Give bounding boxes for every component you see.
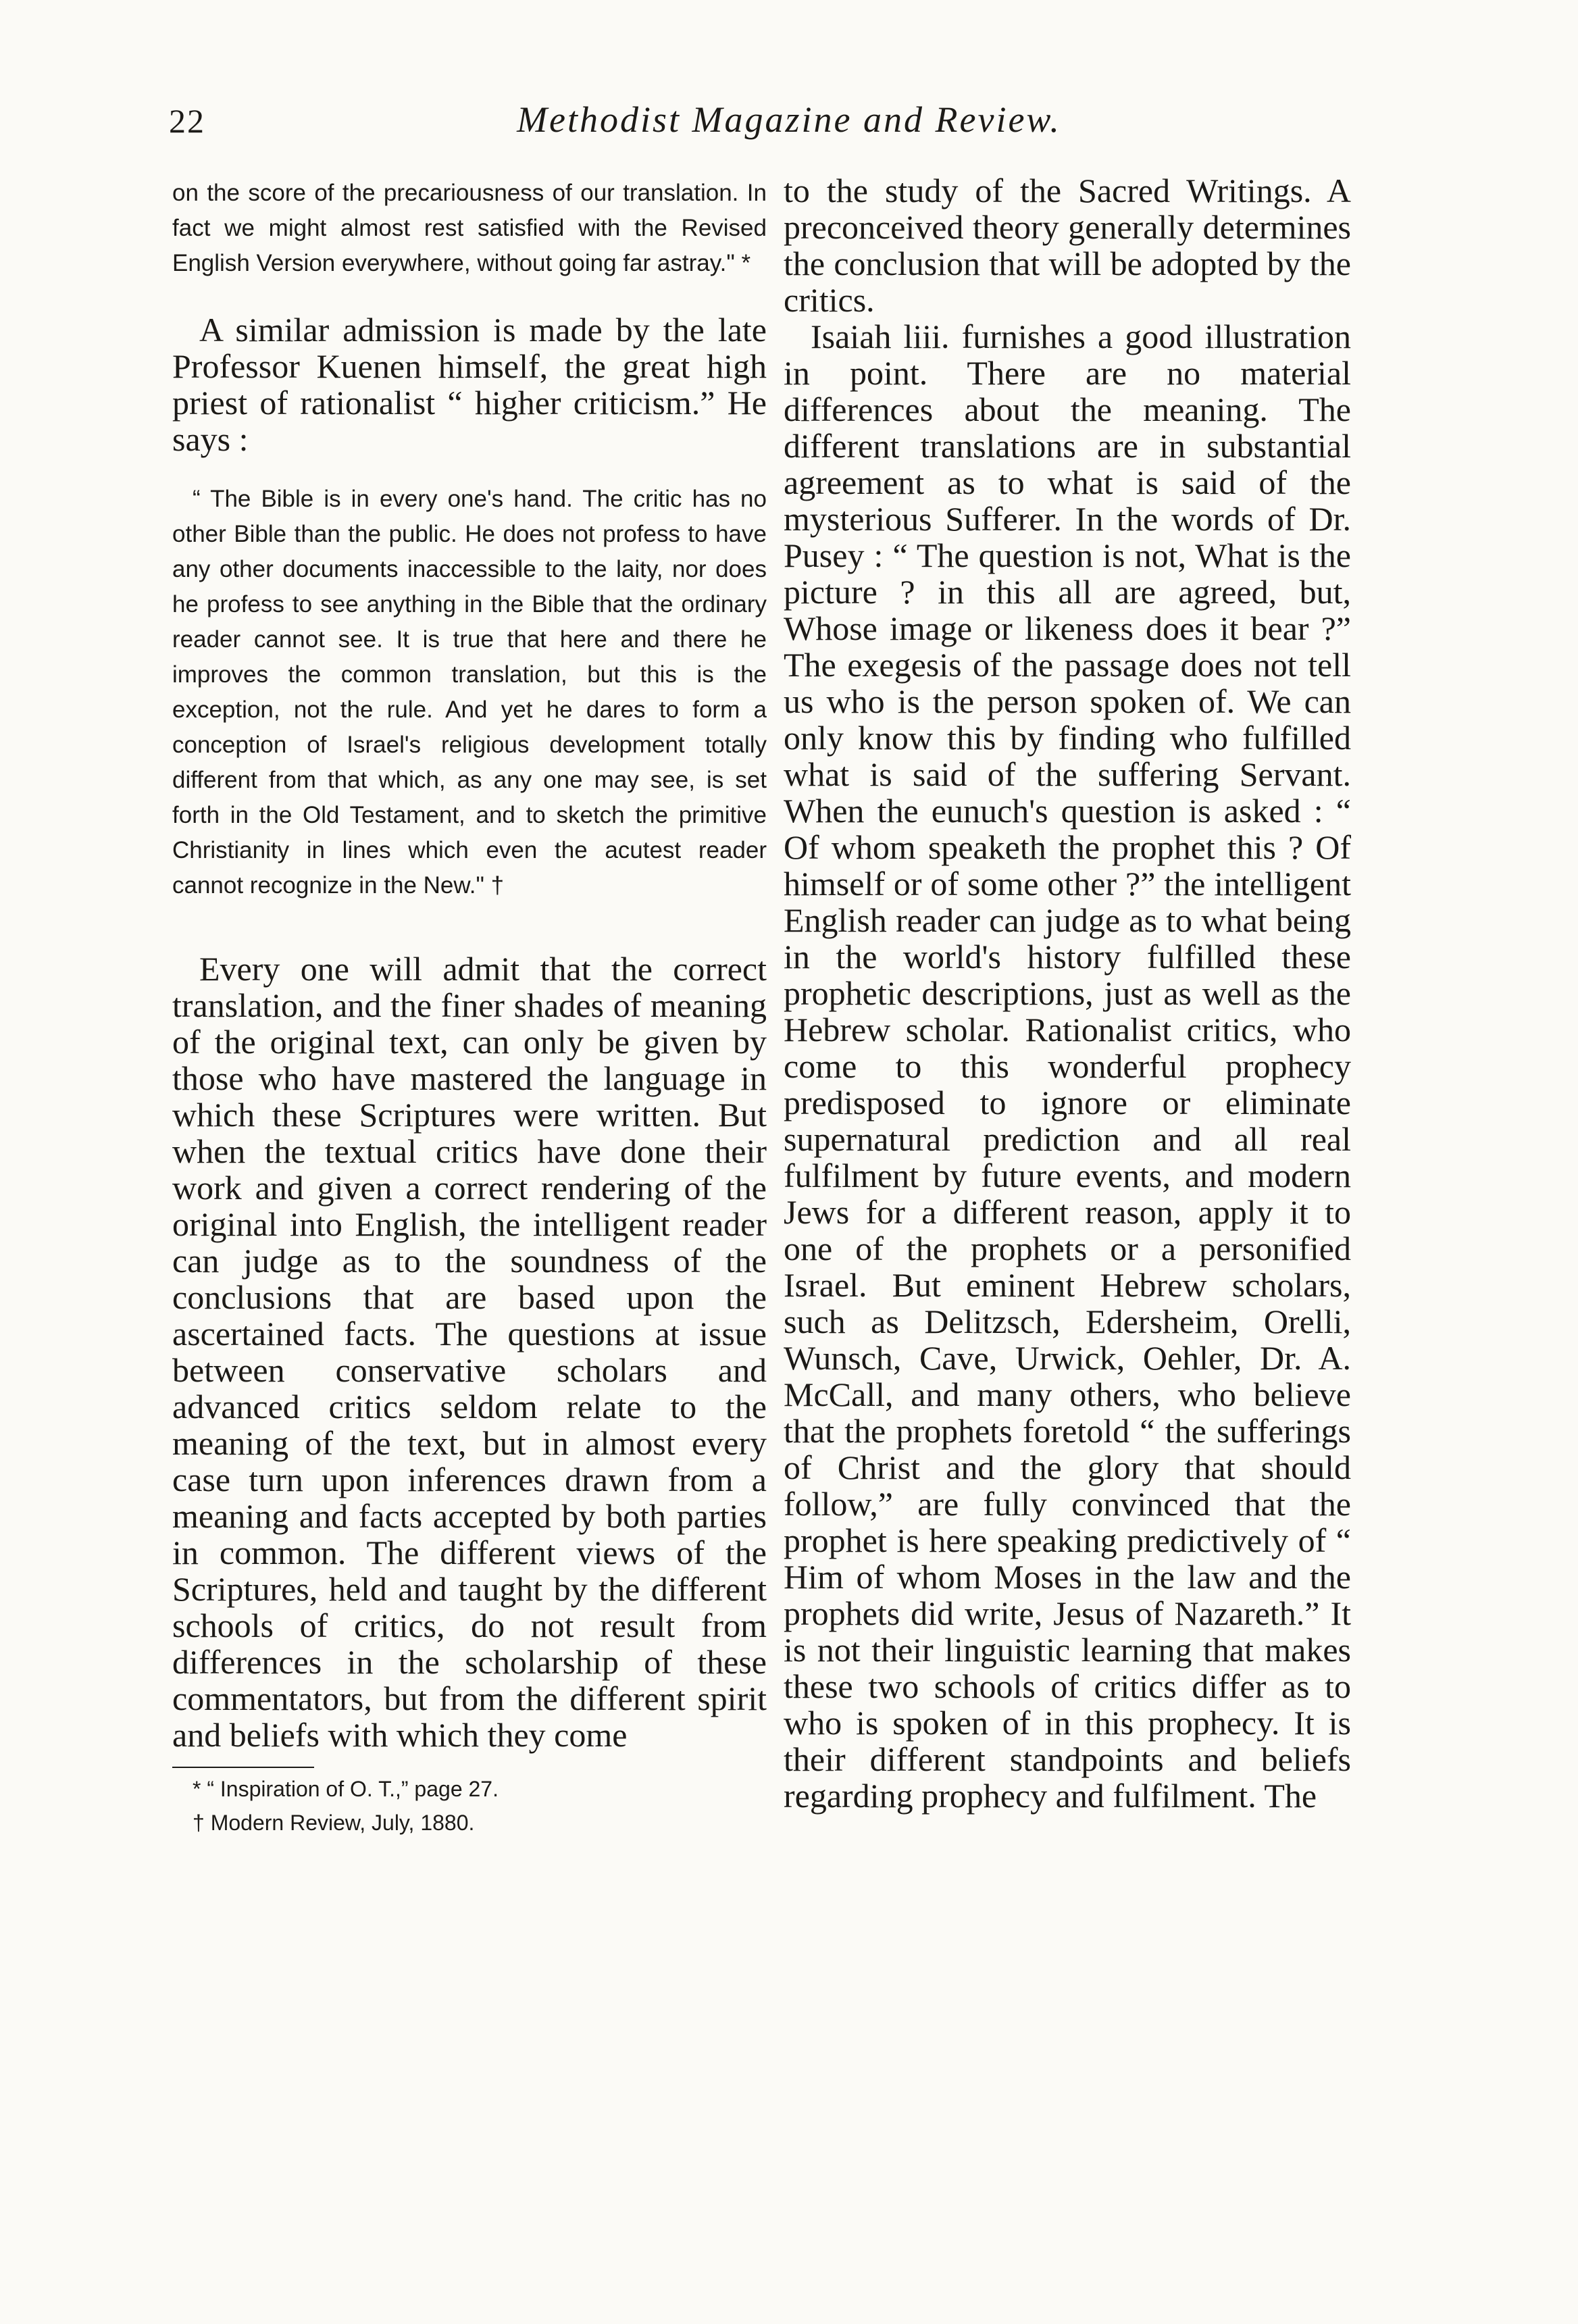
left-column: [172, 176, 767, 1840]
footnote-2: † Modern Review, July, 1880.: [193, 1811, 475, 1835]
footnote-rule: [172, 1767, 314, 1768]
footnote-1: * “ Inspiration of O. T.,” page 27.: [193, 1777, 499, 1801]
paragraph-kuenen-intro: A similar admission is made by the late Professor Kuenen himself, the great high priest of rationalist “ higher criticism.” He says :: [172, 311, 767, 458]
paragraph-isaiah: Isaiah liii. furnishes a good illustration in point. There are no material differences about the meaning. The different translations are in substantial agreement as to what is said of the mysterious Sufferer. In the words of Dr. Pusey : “ The question is not, What is the picture ? in this all are agreed, but, Whose image or likeness does it bear ?” The exegesis of the passage does not tell us who is the person spoken of. We can only know this by finding who fulfilled what is said of the suffering Servant. When the eunuch's question is asked : “ Of whom speaketh the prophet this ? Of himself or of some other ?” the intelligent English reader can judge as to what being in the world's history fulfilled these prophetic descriptions, just as well as the Hebrew scholar. Rationalist critics, who come to this wonderful prophecy predisposed to ignore or eliminate supernatural prediction and all real fulfilment by future events, and modern Jews for a different reason, apply it to one of the prophets or a personified Israel. But eminent Hebrew scholars, such as Delitzsch, Edersheim, Orelli, Wunsch, Cave, Urwick, Oehler, Dr. A. McCall, and many others, who believe that the prophets foretold “ the sufferings of Christ and the glory that should follow,” are fully convinced that the prophet is here speaking predictively of “ Him of whom Moses in the law and the prophets did write, Jesus of Nazareth.” It is not their linguistic learning that makes these two schools of critics differ as to who is spoken of in this prophecy. It is their different standpoints and beliefs regarding prophecy and fulfilment. The: [784, 318, 1351, 1815]
paragraph-sacred-writings: to the study of the Sacred Writings. A preconceived theory generally determines the conclusion that will be adopted by the critics.: [784, 172, 1351, 319]
page-header: [149, 101, 1429, 155]
block-quote-continued: on the score of the precariousness of our translation. In fact we might almost rest satisfied with the Revised English Version everywhere, without going far astray." *: [172, 180, 767, 276]
page-number: 22: [169, 102, 205, 140]
block-quote-kuenen: “ The Bible is in every one's hand. The critic has no other Bible than the public. He does not profess to have any other documents inaccessible to the laity, nor does he profess to see anything in the Bible that the ordinary reader cannot see. It is true that here and there he improves the common translation, but this is the exception, not the rule. And yet he dares to form a conception of Israel's religious development totally different from that which, as any one may see, is set forth in the Old Testament, and to sketch the primitive Christianity in lines which even the acutest reader cannot recognize in the New." †: [172, 486, 767, 899]
running-title: Methodist Magazine and Review.: [517, 99, 1061, 140]
right-column: [784, 172, 1351, 1814]
paragraph-translation: Every one will admit that the correct translation, and the finer shades of meaning of the original text, can only be given by those who have mastered the language in which these Scriptures were written. But when the textual critics have done their work and given a correct rendering of the original into English, the intelligent reader can judge as to the soundness of the conclusions that are based upon the ascertained facts. The questions at issue between conservative scholars and advanced critics seldom relate to the meaning of the text, but in almost every case turn upon inferences drawn from a meaning and facts accepted by both parties in common. The different views of the Scriptures, held and taught by the different schools of critics, do not result from differences in the scholarship of these commentators, but from the different spirit and beliefs with which they come: [172, 950, 767, 1754]
